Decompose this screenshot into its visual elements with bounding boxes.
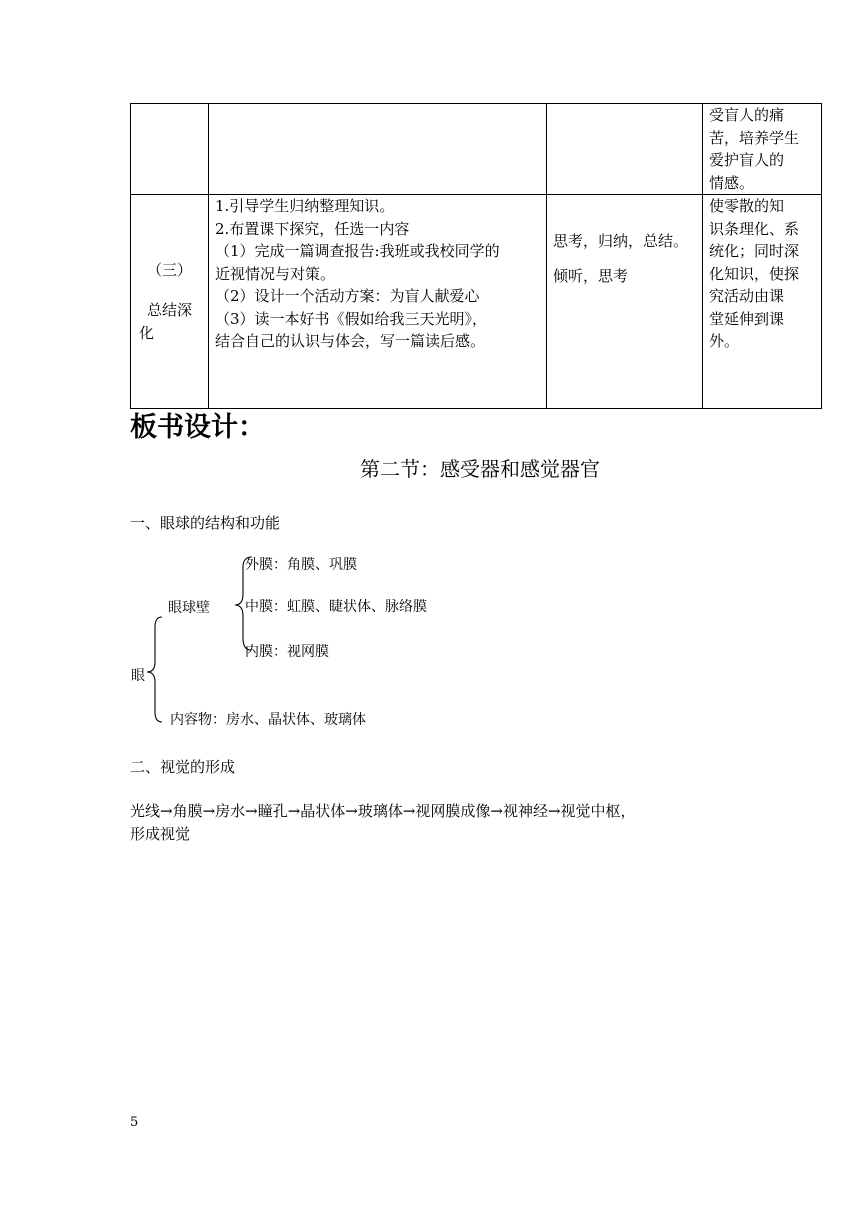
middle-membrane-label: 中膜：虹膜、睫状体、脉络膜 bbox=[245, 599, 427, 615]
intent-line: 外。 bbox=[709, 332, 740, 350]
student-line: 倾听，思考 bbox=[553, 266, 629, 285]
cell-intent bbox=[703, 195, 822, 409]
teacher-line: 2.布置课下探究，任选一内容 bbox=[215, 219, 410, 238]
intent-line: 堂延伸到课 bbox=[709, 309, 785, 328]
intent-line: 化知识，使探 bbox=[709, 264, 800, 283]
intent-line: 识条理化、系 bbox=[709, 219, 800, 238]
cell-teacher-empty bbox=[209, 104, 547, 195]
cell-teacher bbox=[209, 195, 547, 409]
teacher-line: 1.引导学生归纳整理知识。 bbox=[215, 197, 395, 215]
eyeball-wall-label: 眼球壁 bbox=[168, 600, 210, 616]
teacher-line: （3）读一本好书《假如给我三天光明》， bbox=[215, 309, 488, 328]
teacher-line: （2）设计一个活动方案：为盲人献爱心 bbox=[215, 287, 480, 305]
intent-line: 统化；同时深 bbox=[709, 242, 800, 260]
vision-path-line: 形成视觉 bbox=[130, 825, 191, 843]
eye-label: 眼 bbox=[131, 668, 145, 684]
teacher-line: 结合自己的认识与体会，写一篇读后感。 bbox=[215, 332, 486, 350]
stage-name-line: 化 bbox=[139, 323, 155, 342]
intent-line: 究活动由课 bbox=[709, 287, 785, 305]
intent-line: 爱护盲人的 bbox=[709, 151, 785, 169]
eye-structure-braces bbox=[140, 550, 260, 730]
cell-stage-empty bbox=[131, 104, 209, 195]
intent-line: 使零散的知 bbox=[709, 197, 785, 215]
page-number: 5 bbox=[130, 1115, 139, 1130]
cell-stage bbox=[131, 195, 209, 409]
vision-path-line: 光线→角膜→房水→瞳孔→晶状体→玻璃体→视网膜成像→视神经→视觉中枢， bbox=[130, 802, 636, 820]
intent-line: 情感。 bbox=[709, 173, 755, 192]
section-title: 第二节：感受器和感觉器官 bbox=[360, 457, 600, 481]
intent-line: 受盲人的痛 bbox=[709, 106, 785, 124]
lesson-table bbox=[130, 103, 822, 409]
teacher-line: 近视情况与对策。 bbox=[215, 264, 336, 283]
eye-brace bbox=[147, 617, 162, 722]
outer-membrane-label: 外膜：角膜、巩膜 bbox=[245, 557, 357, 573]
teacher-line: （1）完成一篇调查报告:我班或我校同学的 bbox=[215, 242, 500, 260]
section-two-heading: 二、视觉的形成 bbox=[130, 758, 236, 776]
stage-number: （三） bbox=[146, 260, 192, 279]
inner-membrane-label: 内膜：视网膜 bbox=[245, 644, 329, 660]
cell-student-empty bbox=[547, 104, 703, 195]
contents-label: 内容物：房水、晶状体、玻璃体 bbox=[170, 712, 366, 728]
table-row bbox=[131, 104, 822, 195]
table-row bbox=[131, 195, 822, 409]
cell-student bbox=[547, 195, 703, 409]
intent-line: 苦，培养学生 bbox=[709, 128, 800, 147]
board-design-heading: 板书设计： bbox=[130, 412, 265, 443]
stage-name-line: 总结深 bbox=[146, 301, 192, 320]
section-one-heading: 一、眼球的结构和功能 bbox=[130, 514, 281, 532]
student-line: 思考，归纳，总结。 bbox=[553, 232, 689, 250]
cell-intent bbox=[703, 104, 822, 195]
